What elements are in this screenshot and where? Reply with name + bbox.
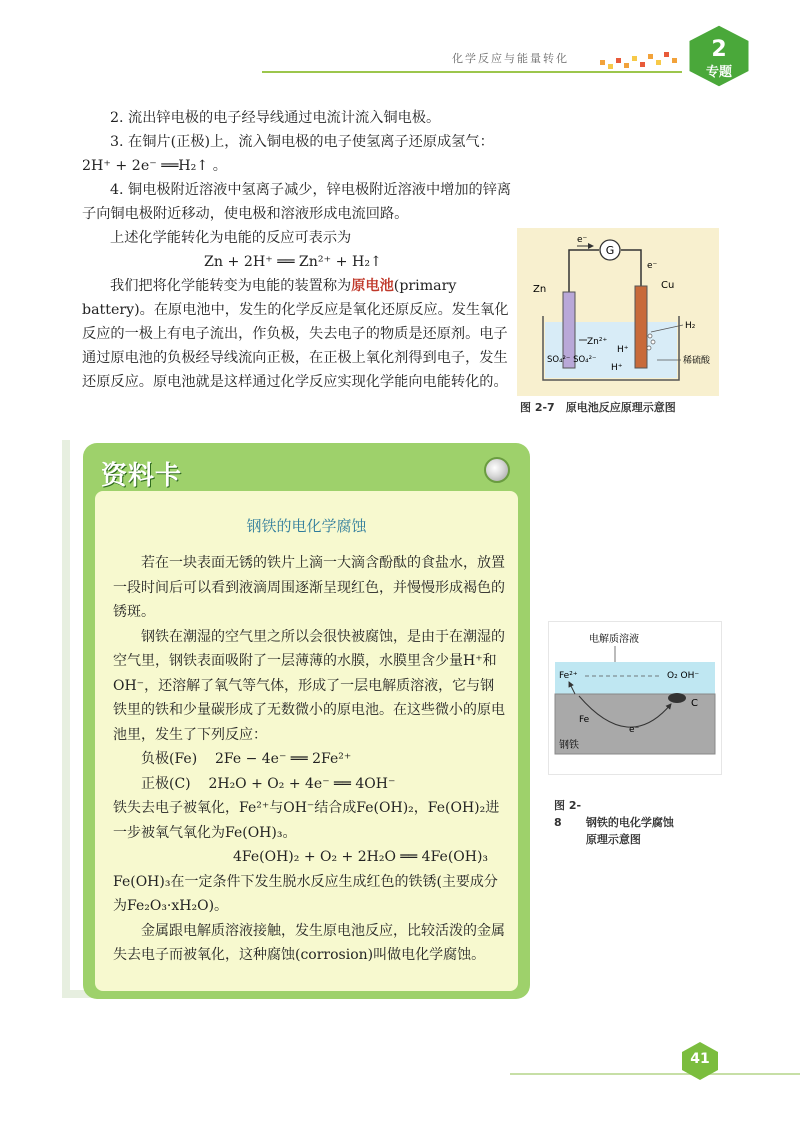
paragraph-3: 3. 在铜片(正极)上，流入铜电极的电子使氢离子还原成氢气： [110,134,494,150]
steel-corrosion-diagram [549,622,721,774]
paragraph-4: 4. 铜电极附近溶液中氢离子减少，锌电极附近溶液中增加的锌离子向铜电极附近移动，使电极和溶液形成电流回路。 [82,182,512,222]
card-header [89,447,524,491]
positive-electrode-label: 正极(C) [141,775,191,792]
label-h-ion-2: H⁺ [611,363,623,373]
figure-2-7-caption: 图 2-7 原电池反应原理示意图 [520,401,676,414]
equation-zn: Zn + 2H⁺ ══ Zn²⁺ + H₂↑ [204,254,382,270]
card-paragraph-1: 若在一块表面无锈的铁片上滴一大滴含酚酞的食盐水，放置一段时间后可以看到液滴周围逐渐呈现红色，并慢慢形成褐色的锈斑。 [113,555,505,620]
card-equation-negative [113,747,505,772]
carbon-particle [668,693,686,703]
label-electron: e⁻ [629,725,640,735]
term-primary-battery: 原电池 [351,278,394,294]
card-paragraph-5: 金属跟电解质溶液接触，发生原电池反应，比较活泼的金属失去电子而被氧化，这种腐蚀(corrosion)叫做电化学腐蚀。 [113,922,505,963]
label-c: C [691,698,698,709]
label-steel: 钢铁 [559,740,579,751]
hexagon-badge-icon [684,22,754,90]
negative-electrode-equation: 2Fe − 4e⁻ ══ 2Fe²⁺ [214,751,352,767]
card-button-icon [484,457,510,483]
equation-h2: 2H⁺ + 2e⁻ ══H₂↑ 。 [82,158,227,174]
label-electron-right: e⁻ [647,261,658,271]
card-equation-positive [113,772,505,797]
label-fe-ion: Fe²⁺ [559,671,578,681]
label-sulfate: SO₄²⁻ SO₄²⁻ [547,355,597,365]
card-title: 资料卡 [101,461,183,491]
negative-electrode-label: 负极(Fe) [141,751,198,767]
label-zn: Zn [533,284,547,295]
body-text [82,106,512,394]
label-electrolyte: 电解质溶液 [589,634,639,645]
paragraph-6-rest: (primary battery)。在原电池中，发生的化学反应是氧化还原反应。发生氧化反应的一极上有电子流出，作负极，失去电子的物质是还原剂。电子通过原电池的负极经导线流向正极，在正极上氧化剂得到电子，发生还原反应。原电池就是这样通过化学反应实现化学能向电能转化的。 [82,278,509,390]
figure-galvanic-cell [517,228,719,396]
paragraph-5: 上述化学能转化为电能的反应可表示为 [110,230,352,246]
chapter-badge [684,22,754,90]
running-title: 化学反应与能量转化 [452,52,569,65]
card-body [95,491,518,991]
galvanic-cell-diagram [517,228,719,396]
card-paragraph-4: Fe(OH)₃在一定条件下发生脱水反应生成红色的铁锈(主要成分为Fe₂O₃·xH₂O)。 [113,873,498,914]
card-equation-3: 4Fe(OH)₂ + O₂ + 2H₂O ══ 4Fe(OH)₃ [233,849,489,865]
card-paragraph-3: 铁失去电子被氧化，Fe²⁺与OH⁻结合成Fe(OH)₂，Fe(OH)₂进一步被氧气氧化为Fe(OH)₃。 [113,800,500,841]
badge-label: 专题 [705,65,733,80]
label-fe: Fe [579,715,590,725]
label-galvanometer: G [605,244,615,257]
paragraph-6-start: 我们把将化学能转变为电能的装置称为 [110,278,352,294]
figure-2-8-caption [554,797,724,848]
info-card [83,443,530,999]
card-subtitle: 钢铁的电化学腐蚀 [246,517,367,535]
page-number-badge [680,1041,720,1081]
positive-electrode-equation: 2H₂O + O₂ + 4e⁻ ══ 4OH⁻ [208,775,396,792]
label-electron-top: e⁻ [577,235,588,245]
card-paragraph-2: 钢铁在潮湿的空气里之所以会很快被腐蚀，是由于在潮湿的空气里，钢铁表面吸附了一层薄薄的水膜，水膜里含少量H⁺和OH⁻，还溶解了氧气等气体，形成了一层电解质溶液，它与钢铁里的铁和少量碳形成了无数微小的原电池。在这些微小的原电池里，发生了下列反应： [113,628,505,743]
label-cu: Cu [661,280,675,291]
figure-2-8-line1: 钢铁的电化学腐蚀 [585,816,674,829]
figure-2-8-line2: 原理示意图 [585,833,641,846]
card-text [113,551,505,968]
label-h2: H₂ [685,321,696,331]
footer-rule [510,1073,800,1075]
label-h-ion-1: H⁺ [617,345,629,355]
figure-2-8-label: 图 2-8 [554,799,582,829]
page-number: 41 [690,1051,710,1067]
paragraph-primary-battery [82,274,512,394]
paragraph-2: 2. 流出锌电极的电子经导线通过电流计流入铜电极。 [110,110,441,126]
badge-number: 2 [711,37,727,62]
label-o2-oh: O₂ OH⁻ [667,671,700,681]
figure-steel-corrosion [548,621,722,775]
header-dots-decoration [598,48,688,76]
label-acid: 稀硫酸 [683,356,711,366]
label-zn-ion: Zn²⁺ [587,337,608,347]
copper-electrode [635,286,647,368]
